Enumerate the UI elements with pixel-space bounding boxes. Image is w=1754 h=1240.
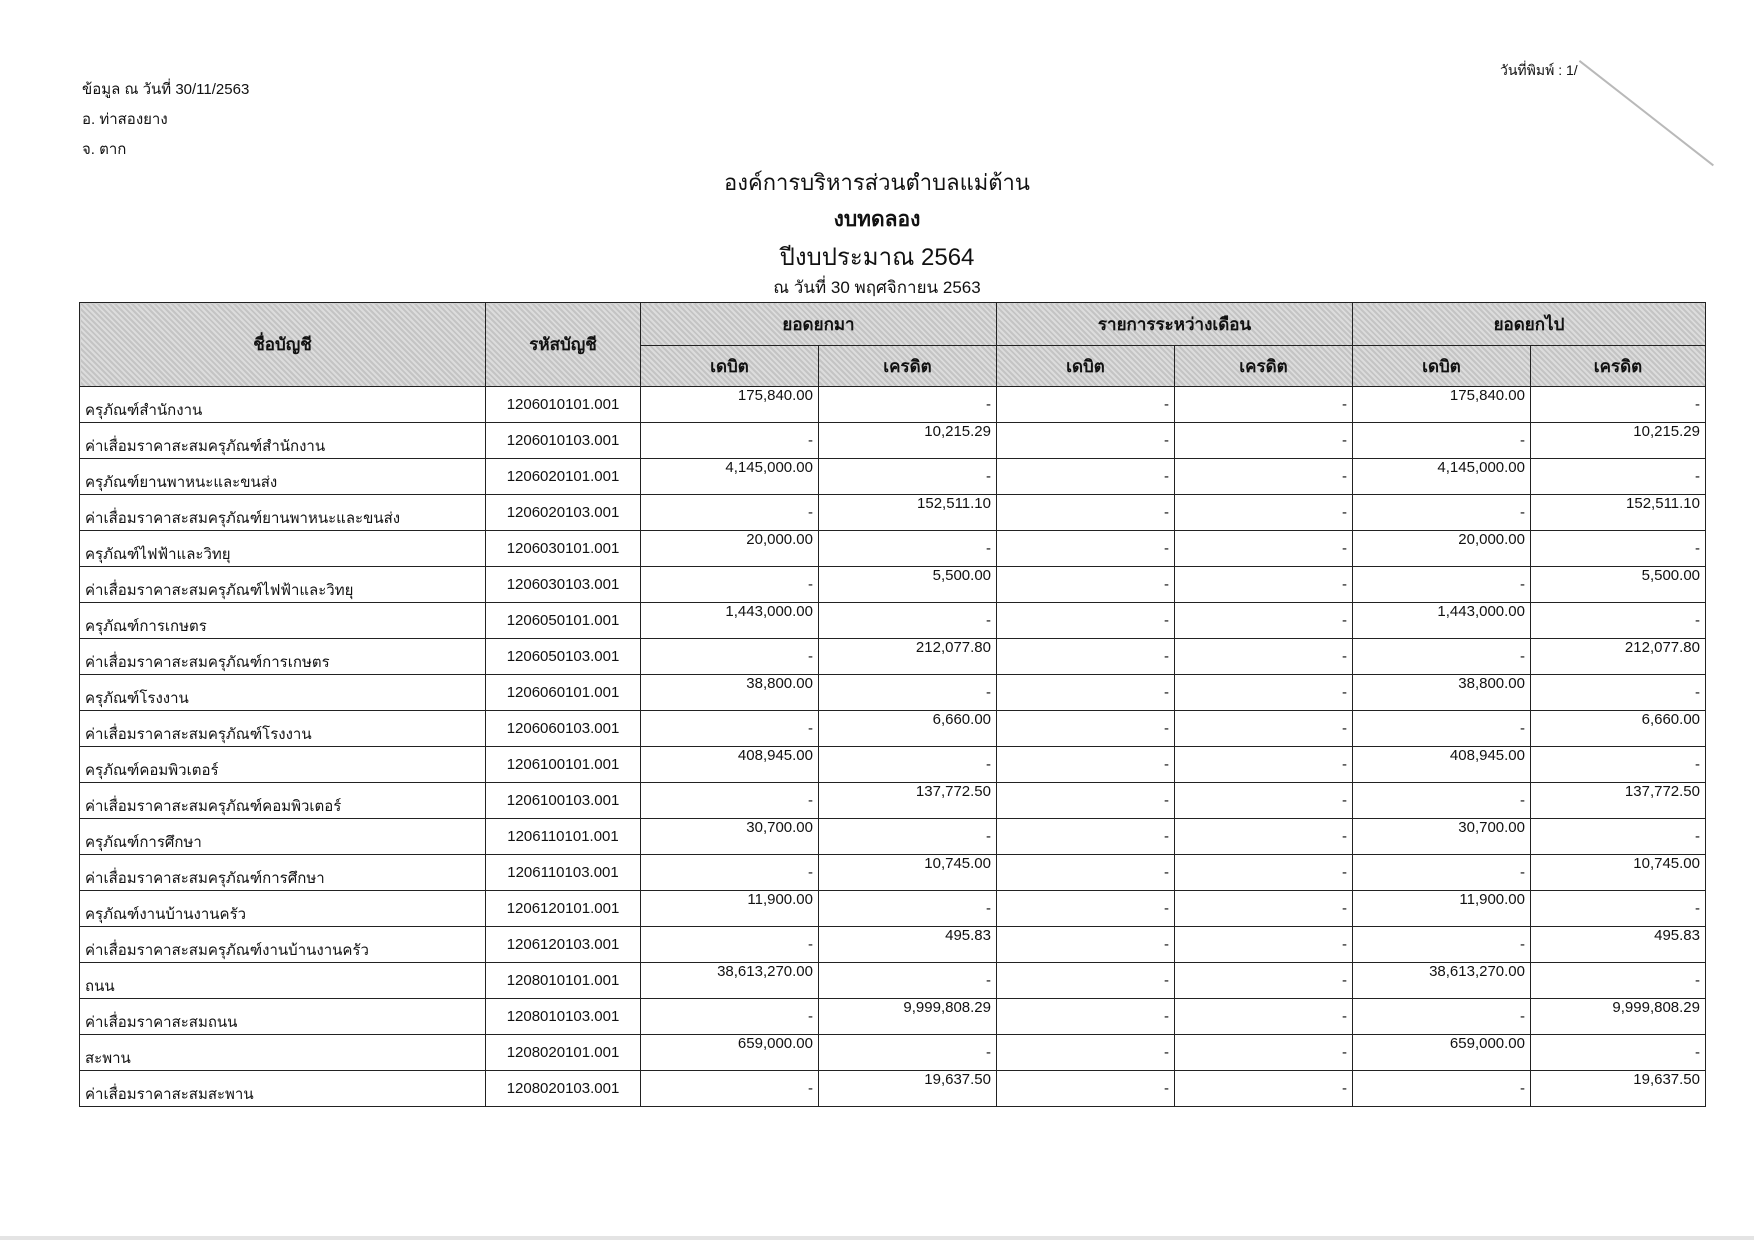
bf-credit-cell: 19,637.50 [819,1071,997,1107]
bf-credit-cell: - [819,963,997,999]
bf-credit-cell: - [819,891,997,927]
account-code-cell: 1206060103.001 [486,711,641,747]
header-carried-forward: ยอดยกไป [1353,303,1706,346]
bf-debit-cell: - [641,855,819,891]
bf-credit-cell: - [819,387,997,423]
m-credit-cell: - [1175,999,1353,1035]
m-debit-cell: - [997,1035,1175,1071]
m-credit-cell: - [1175,927,1353,963]
header-cf-credit: เครดิต [1531,346,1706,387]
account-name-cell: ครุภัณฑ์โรงงาน [80,675,486,711]
cf-debit-cell: - [1353,927,1531,963]
table-row [80,639,1706,675]
table-row [80,423,1706,459]
cf-credit-cell: - [1531,819,1706,855]
cf-debit-cell: - [1353,639,1531,675]
cf-credit-cell: - [1531,531,1706,567]
m-debit-cell: - [997,747,1175,783]
m-debit-cell: - [997,855,1175,891]
account-name-cell: ครุภัณฑ์ไฟฟ้าและวิทยุ [80,531,486,567]
as-of-date-title: ณ วันที่ 30 พฤศจิกายน 2563 [773,278,981,297]
account-name-cell: ครุภัณฑ์งานบ้านงานครัว [80,891,486,927]
bf-credit-cell: 152,511.10 [819,495,997,531]
m-debit-cell: - [997,1071,1175,1107]
m-credit-cell: - [1175,891,1353,927]
account-code-cell: 1206110101.001 [486,819,641,855]
bf-debit-cell: - [641,783,819,819]
cf-debit-cell: - [1353,1071,1531,1107]
cf-credit-cell: - [1531,1035,1706,1071]
bf-credit-cell: - [819,675,997,711]
m-debit-cell: - [997,999,1175,1035]
cf-credit-cell: 5,500.00 [1531,567,1706,603]
bf-debit-cell: 38,800.00 [641,675,819,711]
m-debit-cell: - [997,639,1175,675]
m-credit-cell: - [1175,603,1353,639]
cf-debit-cell: - [1353,855,1531,891]
account-name-cell: ครุภัณฑ์สำนักงาน [80,387,486,423]
account-code-cell: 1208020103.001 [486,1071,641,1107]
print-date: วันที่พิมพ์ : 1/ [1500,62,1578,78]
m-credit-cell: - [1175,1035,1353,1071]
bf-credit-cell: 10,745.00 [819,855,997,891]
account-code-cell: 1206050103.001 [486,639,641,675]
bf-debit-cell: - [641,927,819,963]
account-code-cell: 1206030103.001 [486,567,641,603]
table-row [80,747,1706,783]
cf-debit-cell: - [1353,711,1531,747]
bf-credit-cell: 137,772.50 [819,783,997,819]
province-label: จ. ตาก [82,141,127,158]
table-row [80,1071,1706,1107]
table-row [80,1035,1706,1071]
m-debit-cell: - [997,963,1175,999]
account-code-cell: 1206030101.001 [486,531,641,567]
bf-debit-cell: 175,840.00 [641,387,819,423]
cf-credit-cell: 152,511.10 [1531,495,1706,531]
bf-debit-cell: - [641,423,819,459]
m-debit-cell: - [997,819,1175,855]
account-name-cell: ครุภัณฑ์ยานพาหนะและขนส่ง [80,459,486,495]
bf-debit-cell: - [641,567,819,603]
header-brought-forward: ยอดยกมา [641,303,997,346]
account-name-cell: ค่าเสื่อมราคาสะสมครุภัณฑ์ไฟฟ้าและวิทยุ [80,567,486,603]
account-name-cell: ถนน [80,963,486,999]
table-row [80,927,1706,963]
m-credit-cell: - [1175,531,1353,567]
cf-debit-cell: - [1353,783,1531,819]
account-name-cell: ครุภัณฑ์การเกษตร [80,603,486,639]
table-row [80,855,1706,891]
account-code-cell: 1208010101.001 [486,963,641,999]
cf-debit-cell: - [1353,567,1531,603]
m-debit-cell: - [997,927,1175,963]
cf-credit-cell: - [1531,459,1706,495]
bf-credit-cell: - [819,459,997,495]
m-debit-cell: - [997,675,1175,711]
cf-debit-cell: 38,613,270.00 [1353,963,1531,999]
bf-debit-cell: 4,145,000.00 [641,459,819,495]
cf-credit-cell: - [1531,891,1706,927]
bf-debit-cell: 408,945.00 [641,747,819,783]
bf-credit-cell: 5,500.00 [819,567,997,603]
account-code-cell: 1206010101.001 [486,387,641,423]
account-name-cell: ค่าเสื่อมราคาสะสมครุภัณฑ์การเกษตร [80,639,486,675]
account-name-cell: ค่าเสื่อมราคาสะสมครุภัณฑ์โรงงาน [80,711,486,747]
bf-credit-cell: - [819,603,997,639]
m-credit-cell: - [1175,711,1353,747]
m-debit-cell: - [997,459,1175,495]
bf-debit-cell: 38,613,270.00 [641,963,819,999]
account-name-cell: ครุภัณฑ์การศึกษา [80,819,486,855]
bf-debit-cell: 1,443,000.00 [641,603,819,639]
cf-credit-cell: 10,745.00 [1531,855,1706,891]
m-credit-cell: - [1175,495,1353,531]
table-row [80,495,1706,531]
document-title: งบทดลอง [833,208,921,231]
bf-credit-cell: 10,215.29 [819,423,997,459]
cf-credit-cell: 212,077.80 [1531,639,1706,675]
table-row [80,999,1706,1035]
account-code-cell: 1206110103.001 [486,855,641,891]
account-code-cell: 1206010103.001 [486,423,641,459]
account-name-cell: ค่าเสื่อมราคาสะสมครุภัณฑ์คอมพิวเตอร์ [80,783,486,819]
table-row [80,963,1706,999]
account-name-cell: ค่าเสื่อมราคาสะสมถนน [80,999,486,1035]
account-code-cell: 1208010103.001 [486,999,641,1035]
header-m-credit: เครดิต [1175,346,1353,387]
header-m-debit: เดบิต [997,346,1175,387]
cf-debit-cell: 30,700.00 [1353,819,1531,855]
cf-credit-cell: 9,999,808.29 [1531,999,1706,1035]
m-credit-cell: - [1175,459,1353,495]
data-date: ข้อมูล ณ วันที่ 30/11/2563 [82,81,250,98]
bf-debit-cell: 20,000.00 [641,531,819,567]
bf-credit-cell: 9,999,808.29 [819,999,997,1035]
bf-debit-cell: - [641,711,819,747]
header-bf-credit: เครดิต [819,346,997,387]
table-row [80,711,1706,747]
m-credit-cell: - [1175,747,1353,783]
account-code-cell: 1206100103.001 [486,783,641,819]
cf-debit-cell: - [1353,495,1531,531]
account-code-cell: 1206060101.001 [486,675,641,711]
fiscal-year-title: ปีงบประมาณ 2564 [779,244,975,271]
header-account-name: ชื่อบัญชี [80,303,486,387]
table-row [80,531,1706,567]
account-name-cell: ค่าเสื่อมราคาสะสมสะพาน [80,1071,486,1107]
m-debit-cell: - [997,495,1175,531]
header-cf-debit: เดบิต [1353,346,1531,387]
cf-credit-cell: 6,660.00 [1531,711,1706,747]
m-debit-cell: - [997,567,1175,603]
cf-debit-cell: 38,800.00 [1353,675,1531,711]
cf-debit-cell: 175,840.00 [1353,387,1531,423]
bf-debit-cell: - [641,999,819,1035]
cf-credit-cell: 10,215.29 [1531,423,1706,459]
table-row [80,675,1706,711]
scan-corner-fold [1579,60,1714,166]
cf-credit-cell: - [1531,963,1706,999]
bf-debit-cell: - [641,639,819,675]
account-code-cell: 1206100101.001 [486,747,641,783]
scan-bottom-edge [0,1236,1754,1240]
bf-debit-cell: - [641,1071,819,1107]
bf-credit-cell: - [819,531,997,567]
bf-credit-cell: 6,660.00 [819,711,997,747]
trial-balance-table [79,302,1706,1107]
header-account-code: รหัสบัญชี [486,303,641,387]
bf-credit-cell: 495.83 [819,927,997,963]
account-name-cell: ค่าเสื่อมราคาสะสมครุภัณฑ์สำนักงาน [80,423,486,459]
account-name-cell: ค่าเสื่อมราคาสะสมครุภัณฑ์งานบ้านงานครัว [80,927,486,963]
account-code-cell: 1206120101.001 [486,891,641,927]
organization-title: องค์การบริหารส่วนตำบลแม่ต้าน [724,170,1030,195]
cf-credit-cell: - [1531,387,1706,423]
cf-credit-cell: - [1531,675,1706,711]
m-debit-cell: - [997,783,1175,819]
m-credit-cell: - [1175,1071,1353,1107]
account-name-cell: สะพาน [80,1035,486,1071]
account-name-cell: ค่าเสื่อมราคาสะสมครุภัณฑ์การศึกษา [80,855,486,891]
m-debit-cell: - [997,603,1175,639]
header-bf-debit: เดบิต [641,346,819,387]
table-row [80,567,1706,603]
m-credit-cell: - [1175,675,1353,711]
header-monthly-transactions: รายการระหว่างเดือน [997,303,1353,346]
cf-debit-cell: - [1353,423,1531,459]
district-label: อ. ท่าสองยาง [82,111,168,128]
account-code-cell: 1206020103.001 [486,495,641,531]
bf-debit-cell: 659,000.00 [641,1035,819,1071]
m-credit-cell: - [1175,783,1353,819]
m-credit-cell: - [1175,423,1353,459]
cf-debit-cell: 408,945.00 [1353,747,1531,783]
bf-credit-cell: - [819,747,997,783]
table-row [80,603,1706,639]
m-debit-cell: - [997,387,1175,423]
cf-debit-cell: 4,145,000.00 [1353,459,1531,495]
m-credit-cell: - [1175,639,1353,675]
account-code-cell: 1206050101.001 [486,603,641,639]
cf-credit-cell: 19,637.50 [1531,1071,1706,1107]
cf-credit-cell: 495.83 [1531,927,1706,963]
m-credit-cell: - [1175,819,1353,855]
bf-debit-cell: 11,900.00 [641,891,819,927]
cf-credit-cell: - [1531,603,1706,639]
cf-debit-cell: 11,900.00 [1353,891,1531,927]
account-name-cell: ค่าเสื่อมราคาสะสมครุภัณฑ์ยานพาหนะและขนส่ง [80,495,486,531]
bf-credit-cell: - [819,819,997,855]
bf-debit-cell: 30,700.00 [641,819,819,855]
cf-debit-cell: 20,000.00 [1353,531,1531,567]
cf-credit-cell: 137,772.50 [1531,783,1706,819]
cf-debit-cell: 1,443,000.00 [1353,603,1531,639]
cf-debit-cell: - [1353,999,1531,1035]
m-debit-cell: - [997,423,1175,459]
m-credit-cell: - [1175,387,1353,423]
cf-credit-cell: - [1531,747,1706,783]
table-row [80,387,1706,423]
m-debit-cell: - [997,891,1175,927]
bf-credit-cell: - [819,1035,997,1071]
table-row [80,459,1706,495]
table-body [80,387,1706,1107]
table-row [80,891,1706,927]
m-debit-cell: - [997,711,1175,747]
m-debit-cell: - [997,531,1175,567]
m-credit-cell: - [1175,567,1353,603]
m-credit-cell: - [1175,963,1353,999]
bf-credit-cell: 212,077.80 [819,639,997,675]
account-code-cell: 1206120103.001 [486,927,641,963]
account-name-cell: ครุภัณฑ์คอมพิวเตอร์ [80,747,486,783]
account-code-cell: 1206020101.001 [486,459,641,495]
account-code-cell: 1208020101.001 [486,1035,641,1071]
bf-debit-cell: - [641,495,819,531]
table-row [80,783,1706,819]
m-credit-cell: - [1175,855,1353,891]
cf-debit-cell: 659,000.00 [1353,1035,1531,1071]
table-row [80,819,1706,855]
